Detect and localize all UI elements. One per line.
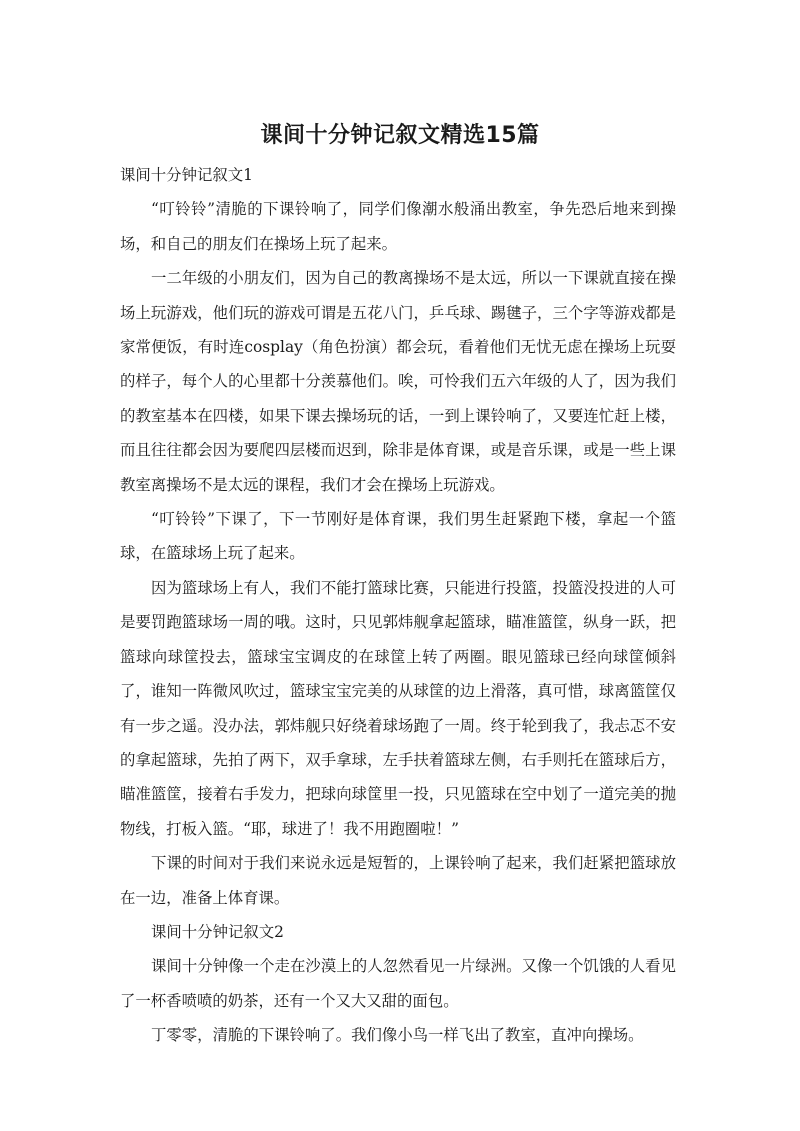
- section-heading-2: 课间十分钟记叙文2: [151, 922, 284, 941]
- section-heading-1: 课间十分钟记叙文1: [120, 166, 253, 184]
- paragraph: 丁零零，清脆的下课铃响了。我们像小鸟一样飞出了教室，直冲向操场。: [151, 1026, 644, 1045]
- paragraph: 课间十分钟像一个走在沙漠上的人忽然看见一片绿洲。又像一个饥饿的人看见了一杯香喷喷的奶茶，还有一个又大又甜的面包。: [120, 957, 676, 1010]
- paragraph: 因为篮球场上有人，我们不能打篮球比赛，只能进行投篮，投篮没投进的人可是要罚跑篮球场一周的哦。这时，只见郭炜舰拿起篮球，瞄准篮筐，纵身一跃，把篮球向球筐投去，篮球宝宝调皮的在球筐上转了两圈。眼见篮球已经向球筐倾斜了，谁知一阵微风吹过，篮球宝宝完美的从球筐的边上滑落，真可惜，球离篮筐仅有一步之遥。没办法，郭炜舰只好绕着球场跑了一周。终于轮到我了，我忐忑不安的拿起篮球，先拍了两下，双手拿球，左手扶着篮球左侧，右手则托在篮球后方，瞄准篮筐，接着右手发力，把球向球筐里一投，只见篮球在空中划了一道完美的抛物线，打板入篮。“耶，球进了！我不用跑圈啦！”: [120, 578, 676, 838]
- document-body: [120, 158, 676, 1053]
- paragraph: “叮铃铃”下课了，下一节刚好是体育课，我们男生赶紧跑下楼，拿起一个篮球，在篮球场上玩了起来。: [120, 510, 676, 563]
- paragraph: 一二年级的小朋友们，因为自己的教离操场不是太远，所以一下课就直接在操场上玩游戏，他们玩的游戏可谓是五花八门，乒乓球、踢毽子，三个字等游戏都是家常便饭，有时连cosplay（角色扮演）都会玩，看着他们无忧无虑在操场上玩耍的样子，每个人的心里都十分羡慕他们。唉，可怜我们五六年级的人了，因为我们的教室基本在四楼，如果下课去操场玩的话，一到上课铃响了，又要连忙赶上楼，而且往往都会因为要爬四层楼而迟到，除非是体育课，或是音乐课，或是一些上课教室离操场不是太远的课程，我们才会在操场上玩游戏。: [120, 269, 676, 494]
- paragraph: 下课的时间对于我们来说永远是短暂的，上课铃响了起来，我们赶紧把篮球放在一边，准备上体育课。: [120, 854, 676, 907]
- paragraph: “叮铃铃”清脆的下课铃响了，同学们像潮水般涌出教室，争先恐后地来到操场，和自己的朋友们在操场上玩了起来。: [120, 200, 676, 253]
- document-title: 课间十分钟记叙文精选15篇: [260, 123, 540, 148]
